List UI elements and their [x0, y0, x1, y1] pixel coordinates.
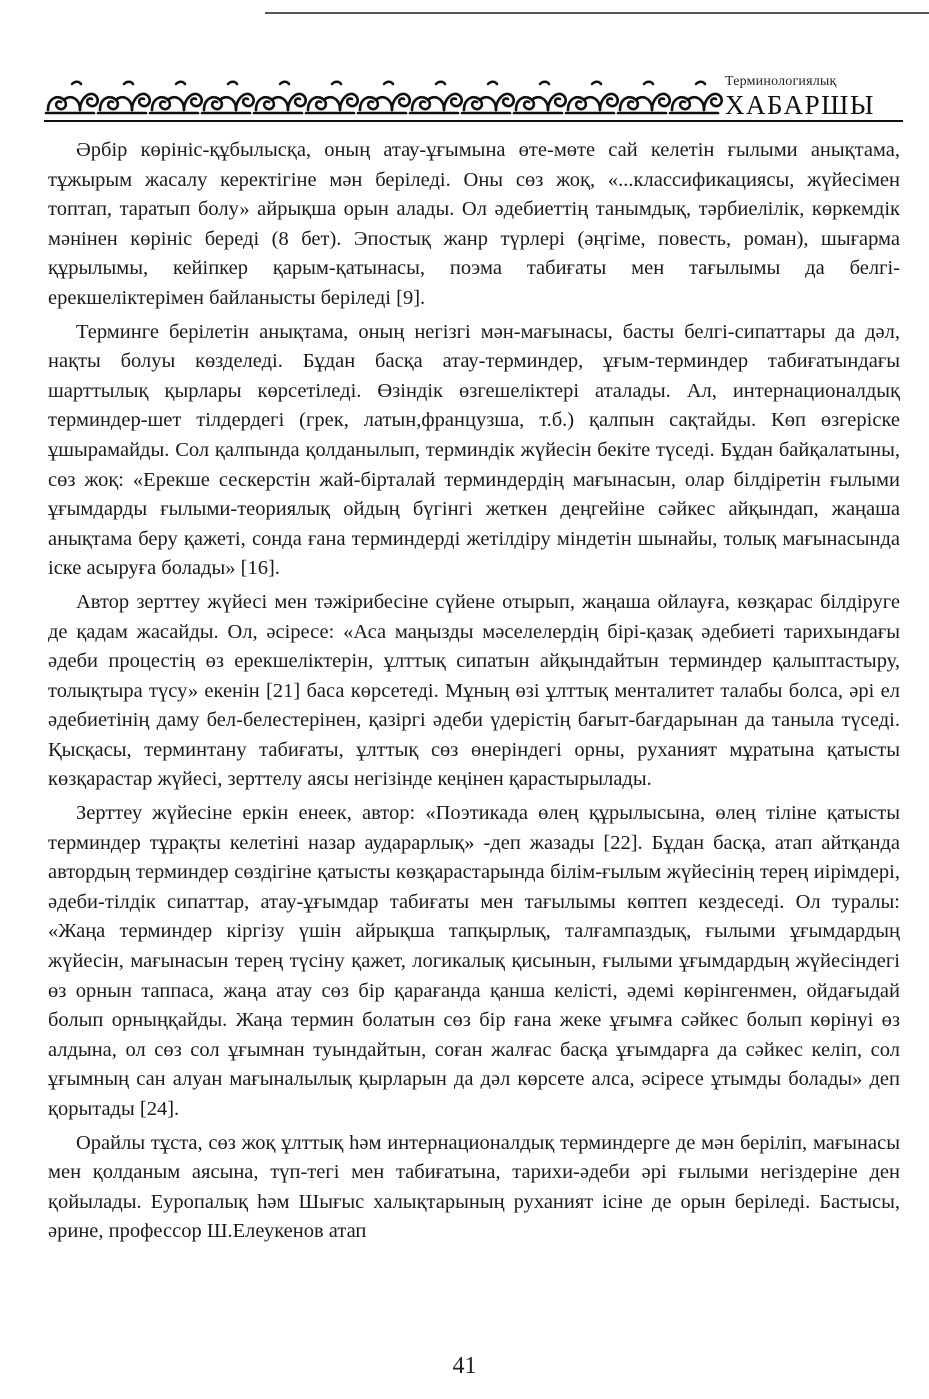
- paragraph: Автор зерттеу жүйесі мен тәжірибесіне сүйене отырып, жаңаша ойлауға, көзқарас білдіруге де қадам жасайды. Ол, әсіресе: «Аса маңызды мәселелердің бірі-қазақ әдебиеті тарихындағы әдеби процестің өз ерекшеліктерін, ұлттық сипатын айқындайтын терминдер қалыптастыру, толықтыра түсу» екенін [21] баса көрсетеді. Мұның өзі ұлттық менталитет талабы болса, әрі ел әдебиетінің даму бел-белестерінен, қазіргі әдеби үдерістің бағыт-бағдарынан да таныла түседі. Қысқасы, терминтану табиғаты, ұлттық сөз өнеріндегі орны, руханият мұратына қатысты көзқарастар жүйесі, зерттелу аясы негізінде кеңінен қарастырылады.: [48, 590, 900, 791]
- header-rule: [44, 120, 903, 122]
- journal-title-block: [725, 74, 875, 119]
- journal-subtitle: Терминологиялық: [725, 74, 837, 89]
- journal-header: [44, 70, 903, 122]
- page-number: 41: [452, 1353, 477, 1379]
- kazakh-ornament-band-icon: [44, 76, 750, 118]
- paragraph: Әрбір көрініс-құбылысқа, оның атау-ұғымына өте-мөте сай келетін ғылыми анықтама, тұжырым жасалу керектігіне мән беріледі. Оны сөз жоқ, «...классификациясы, жүйесімен топтап, таратып болу» айрықша орын алады. Ол әдебиеттің танымдық, тәрбиелілік, көркемдік мәнінен көрініс береді (8 бет). Эпостық жанр түрлері (әңгіме, повесть, роман), шығарма құрылымы, кейіпкер қарым-қатынасы, поэма табиғаты мен тағылымы да белгі- ерекшеліктерімен байланысты беріледі [9].: [48, 139, 900, 309]
- paragraph: Зерттеу жүйесіне еркін енеек, автор: «Поэтикада өлең құрылысына, өлең тіліне қатысты терминдер тұрақты келетіні назар аударарлық» -деп жазады [22]. Бұдан басқа, атап айтқанда автордың терминдер сөздігіне қатысты көзқарастарында білім-ғылым жүйесінің терең иірімдері, әдеби-тілдік сипаттар, атау-ұғымдар табиғаты мен тағылымы көптеп кездеседі. Ол туралы: «Жаңа терминдер кіргізу үшін айрықша тапқырлық, талғампаздық, ғылыми ұғымдардың жүйесін, мағынасын терең түсіну қажет, логикалық қисынын, ғылыми ұғымдардың жүйесіндегі өз орнын таппаса, жаңа атау сөз бір қарағанда қанша келісті, әдемі көрінгенмен, ойдағыдай болып орныңқайды. Жаңа термин болатын сөз бір ғана жеке ұғымға сәйкес болып көрінуі өз алдына, ол сөз сол ұғымнан туындайтын, соған жалғас басқа ұғымдарға да сәйкес келіп, сол ұғымның сан алуан мағыналылық қырларын да дәл көрсете алса, әсіресе ұтымды болады» деп қорытады [24].: [48, 802, 900, 1120]
- article-body: [48, 136, 900, 1251]
- paragraph: Орайлы тұста, сөз жоқ ұлттық һәм интернационалдық терминдерге де мән беріліп, мағынасы мен қолданым аясына, түп-тегі мен табиғатына, тарихи-әдеби әрі ғылыми негіздеріне ден қойылады. Еуропалық һәм Шығыс халықтарының руханият ісіне де орын беріледі. Бастысы, әрине, профессор Ш.Елеукенов атап: [48, 1131, 900, 1243]
- paragraph: Терминге берілетін анықтама, оның негізгі мән-мағынасы, басты белгі-сипаттары да дәл, нақты болуы көзделеді. Бұдан басқа атау-терминдер, ұғым-терминдер табиғатындағы шарттылық қырлары көрсетіледі. Өзіндік өзгешеліктері аталады. Ал, интернационалдық терминдер-шет тілдердегі (грек, латын,французша, т.б.) қалпын сақтайды. Көп өзгеріске ұшырамайды. Сол қалпында қолданылып, терминдік жүйесін бекіте түседі. Бұдан байқалатыны, сөз жоқ: «Ерекше сескерстін жай-бірталай терминдердің мағынасын, олар білдіретін ғылыми ұғымдарды ғылыми-теориялық ойдың бүгінгі жеткен деңгейіне сәйкес айқындап, жаңаша анықтама беру қажеті, сонда ғана терминдерді жетілдіру міндетін шынайы, толық мағынасында іске асыруға болады» [16].: [48, 320, 900, 580]
- journal-title: ХАБАРШЫ: [725, 90, 875, 120]
- top-rule: [265, 12, 929, 14]
